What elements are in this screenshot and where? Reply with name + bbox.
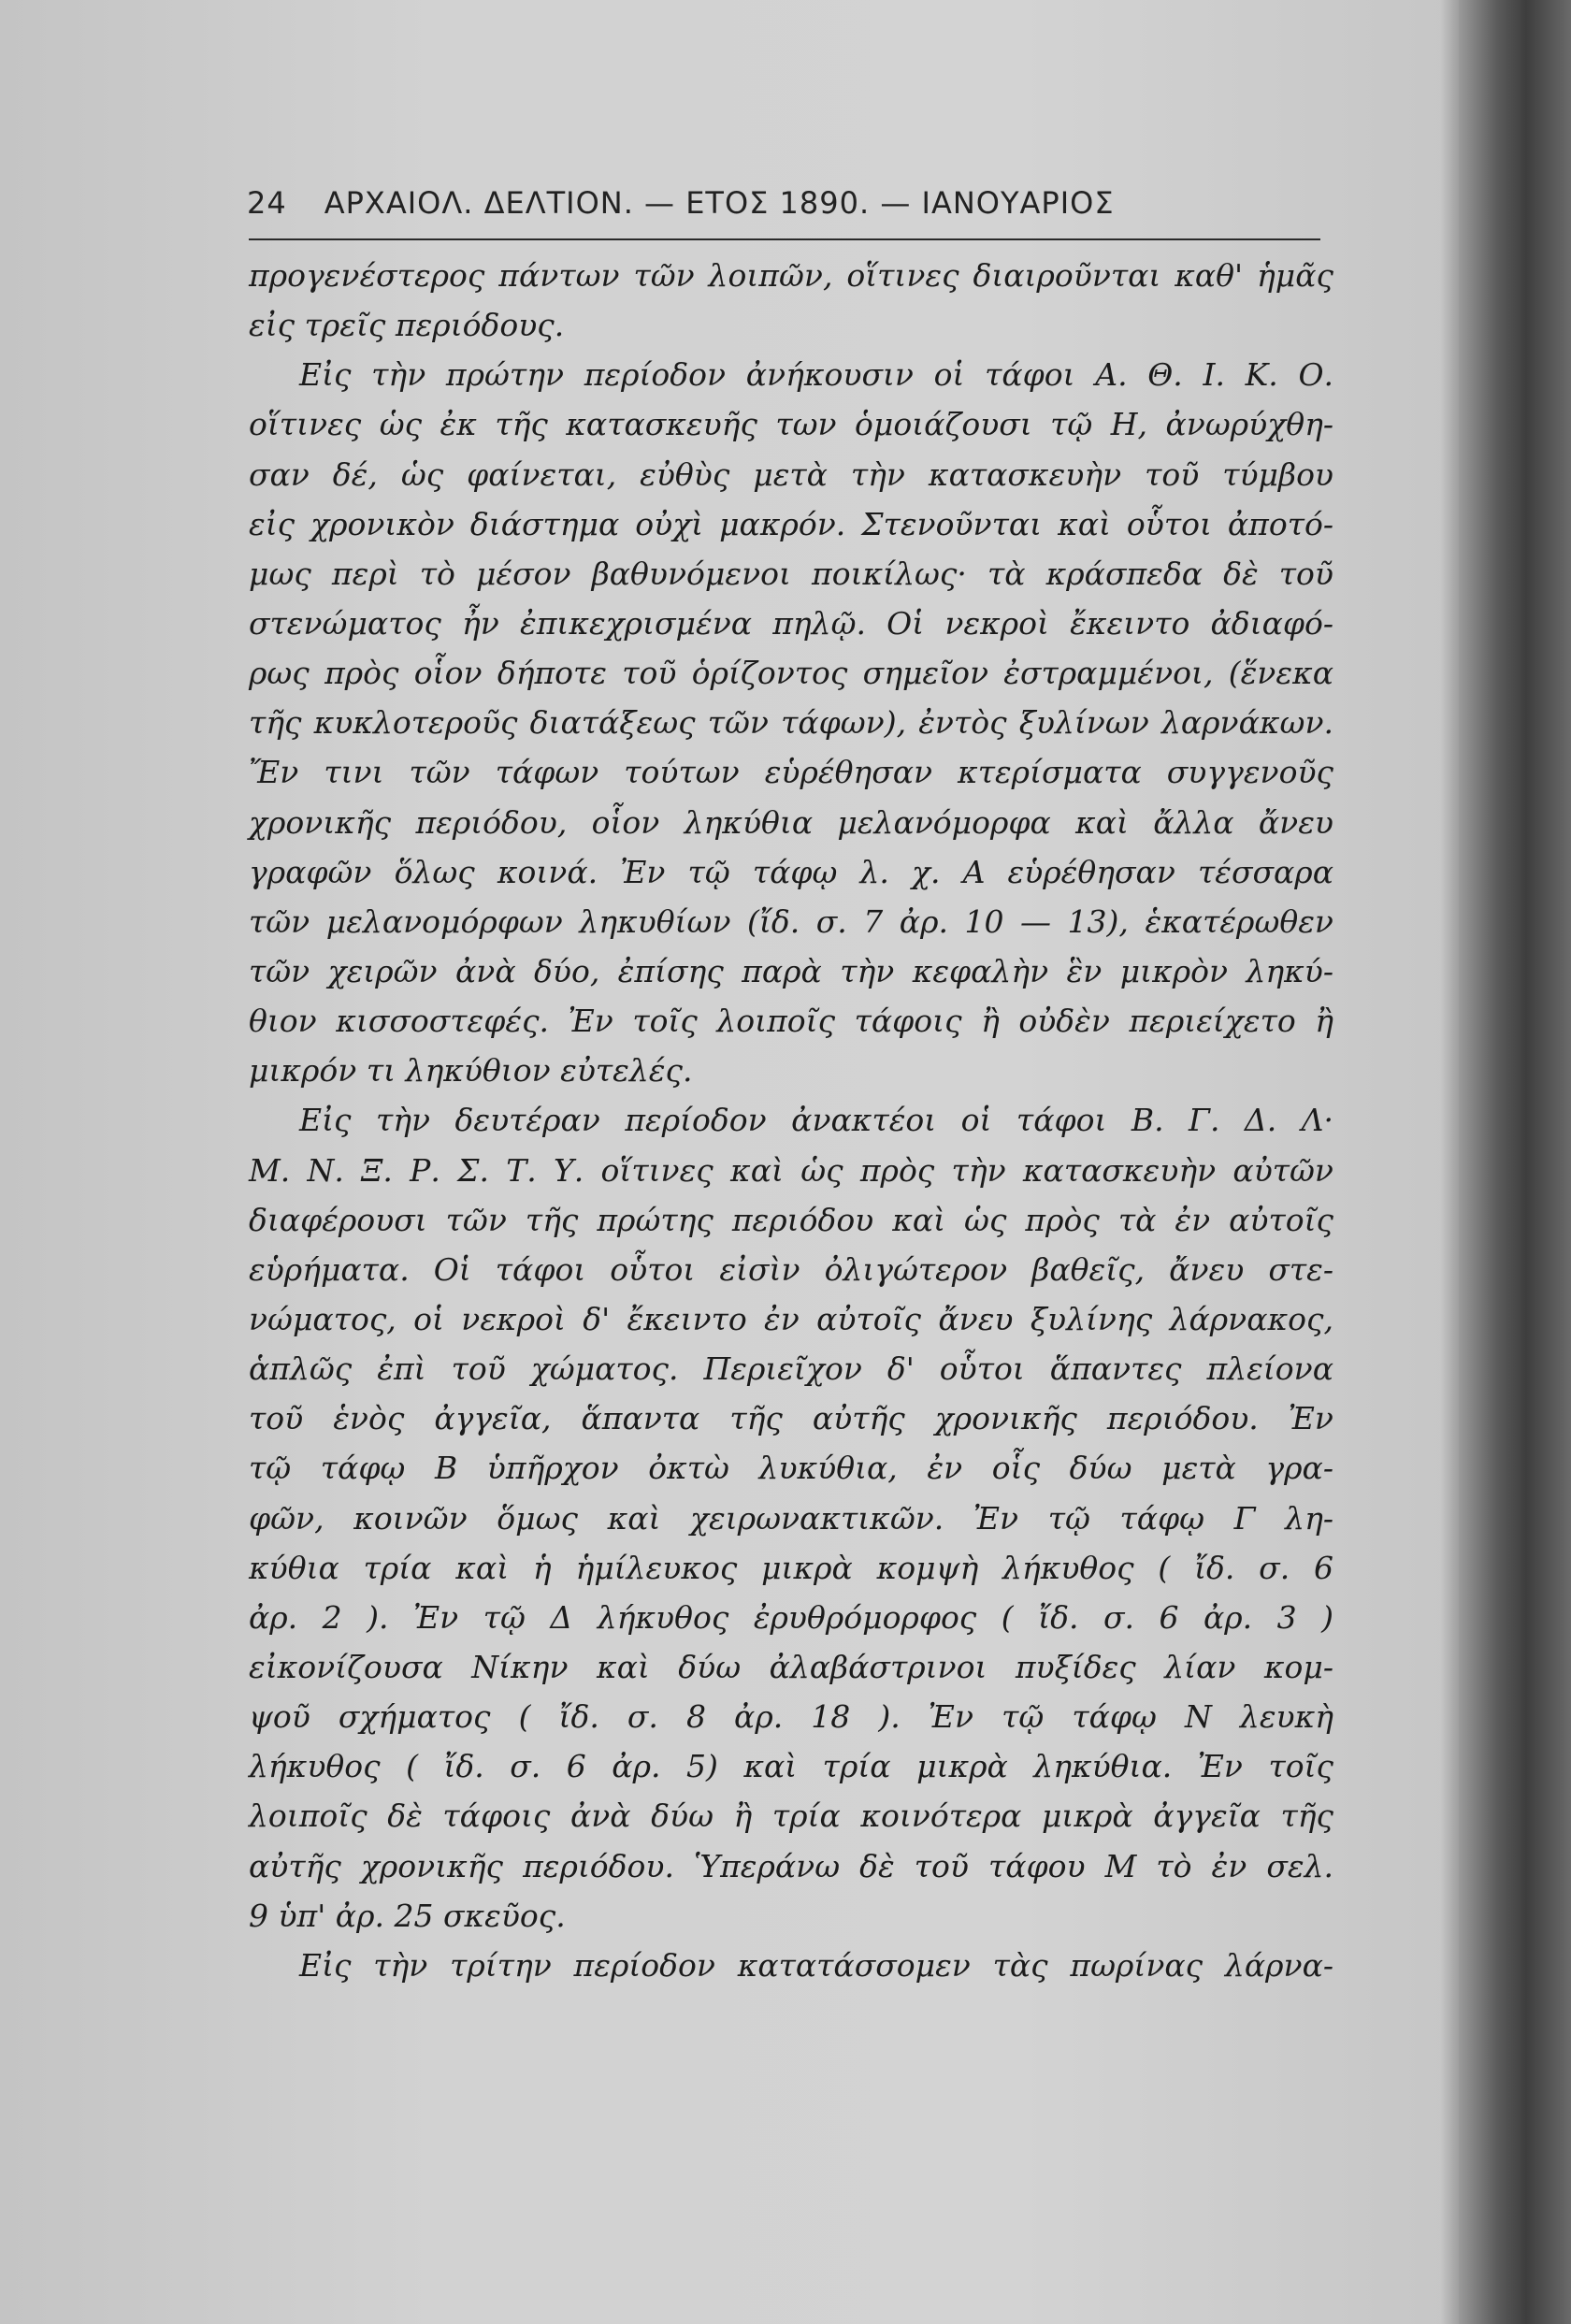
text-line: Μ. Ν. Ξ. Ρ. Σ. Τ. Υ. οἵτινες καὶ ὡς πρὸς τὴν κατασκευὴν αὐτῶν [249,1151,1333,1189]
text-line: εὑρήματα. Οἱ τάφοι οὗτοι εἰσὶν ὀλιγώτερον βαθεῖς, ἄνευ στε- [249,1250,1333,1288]
text-line: εἰκονίζουσα Νίκην καὶ δύω ἀλαβάστρινοι πυξίδες λίαν κομ- [249,1648,1333,1685]
page-number: 24 [247,185,287,221]
running-header [247,185,1320,221]
text-line: Ἔν τινι τῶν τάφων τούτων εὑρέθησαν κτερίσματα συγγενοῦς [249,754,1333,791]
text-line: ψοῦ σχήματος ( ἴδ. σ. 8 ἀρ. 18 ). Ἐν τῷ τάφῳ Ν λευκὴ [249,1698,1333,1736]
text-line: τῆς κυκλοτεροῦς διατάξεως τῶν τάφων), ἐντὸς ξυλίνων λαρνάκων. [249,704,1333,742]
text-line: ἁπλῶς ἐπὶ τοῦ χώματος. Περιεῖχον δ' οὗτοι ἅπαντες πλείονα [249,1350,1333,1388]
text-line: τοῦ ἑνὸς ἀγγεῖα, ἅπαντα τῆς αὐτῆς χρονικῆς περιόδου. Ἐν [249,1400,1333,1437]
text-line: αὐτῆς χρονικῆς περιόδου. Ὑπεράνω δὲ τοῦ τάφου Μ τὸ ἐν σελ. [249,1847,1333,1884]
text-line: διαφέρουσι τῶν τῆς πρώτης περιόδου καὶ ὡς πρὸς τὰ ἐν αὐτοῖς [249,1201,1333,1238]
text-line: στενώματος ἦν ἐπικεχρισμένα πηλῷ. Οἱ νεκροὶ ἔκειντο ἀδιαφό- [249,604,1333,642]
text-line: εἰς χρονικὸν διάστημα οὐχὶ μακρόν. Στενοῦνται καὶ οὗτοι ἀποτό- [249,505,1333,542]
text-line: Εἰς τὴν πρώτην περίοδον ἀνήκουσιν οἱ τάφοι Α. Θ. Ι. Κ. Ο. [299,356,1333,394]
text-line: Εἰς τὴν τρίτην περίοδον κατατάσσομεν τὰς πωρίνας λάρνα- [299,1946,1333,1984]
text-line: γραφῶν ὅλως κοινά. Ἐν τῷ τάφῳ λ. χ. Α εὑρέθησαν τέσσαρα [249,853,1333,890]
text-line: εἰς τρεῖς περιόδους. [249,307,565,344]
text-line: μως περὶ τὸ μέσον βαθυνόμενοι ποικίλως· τὰ κράσπεδα δὲ τοῦ [249,555,1333,592]
header-rule [249,238,1320,240]
text-line: λήκυθος ( ἴδ. σ. 6 ἀρ. 5) καὶ τρία μικρὰ ληκύθια. Ἐν τοῖς [249,1748,1333,1785]
text-line: κύθια τρία καὶ ἡ ἡμίλευκος μικρὰ κομψὴ λήκυθος ( ἴδ. σ. 6 [249,1549,1333,1586]
text-line: νώματος, οἱ νεκροὶ δ' ἔκειντο ἐν αὐτοῖς ἄνευ ξυλίνης λάρνακος, [249,1300,1333,1337]
text-line: ρως πρὸς οἷον δήποτε τοῦ ὁρίζοντος σημεῖον ἐστραμμένοι, (ἕνεκα [249,655,1333,692]
text-line: τῶν μελανομόρφων ληκυθίων (ἴδ. σ. 7 ἀρ. 10 — 13), ἑκατέρωθεν [249,902,1333,940]
text-line: μικρόν τι ληκύθιον εὐτελές. [249,1052,693,1090]
body-text [249,251,1333,1990]
text-line: σαν δέ, ὡς φαίνεται, εὐθὺς μετὰ τὴν κατασκευὴν τοῦ τύμβου [249,455,1333,493]
text-line: προγενέστερος πάντων τῶν λοιπῶν, οἵτινες διαιροῦνται καθ' ἡμᾶς [249,257,1333,294]
text-line: οἵτινες ὡς ἐκ τῆς κατασκευῆς των ὁμοιάζουσι τῷ Η, ἀνωρύχθη- [249,406,1333,443]
text-line: τῶν χειρῶν ἀνὰ δύο, ἐπίσης παρὰ τὴν κεφαλὴν ἓν μικρὸν ληκύ- [249,952,1333,989]
running-title: ΑΡΧΑΙΟΛ. ΔΕΛΤΙΟΝ. — ΕΤΟΣ 1890. — ΙΑΝΟΥΑΡΙΟΣ [324,185,1115,221]
book-spine [1459,0,1571,2324]
text-line: τῷ τάφῳ Β ὑπῆρχον ὀκτὼ λυκύθια, ἐν οἷς δύω μετὰ γρα- [249,1450,1333,1487]
text-line: 9 ὑπ' ἀρ. 25 σκεῦος. [249,1897,566,1934]
text-line: φῶν, κοινῶν ὅμως καὶ χειρωνακτικῶν. Ἐν τῷ τάφῳ Γ λη- [249,1499,1333,1537]
text-line: θιον κισσοστεφές. Ἐν τοῖς λοιποῖς τάφοις ἢ οὐδὲν περιείχετο ἢ [249,1003,1333,1040]
text-line: Εἰς τὴν δευτέραν περίοδον ἀνακτέοι οἱ τάφοι Β. Γ. Δ. Λ· [299,1102,1333,1139]
text-line: ἀρ. 2 ). Ἐν τῷ Δ λήκυθος ἐρυθρόμορφος ( ἴδ. σ. 6 ἀρ. 3 ) [249,1598,1333,1636]
text-line: χρονικῆς περιόδου, οἷον ληκύθια μελανόμορφα καὶ ἄλλα ἄνευ [249,803,1333,841]
text-line: λοιποῖς δὲ τάφοις ἀνὰ δύω ἢ τρία κοινότερα μικρὰ ἀγγεῖα τῆς [249,1797,1333,1835]
